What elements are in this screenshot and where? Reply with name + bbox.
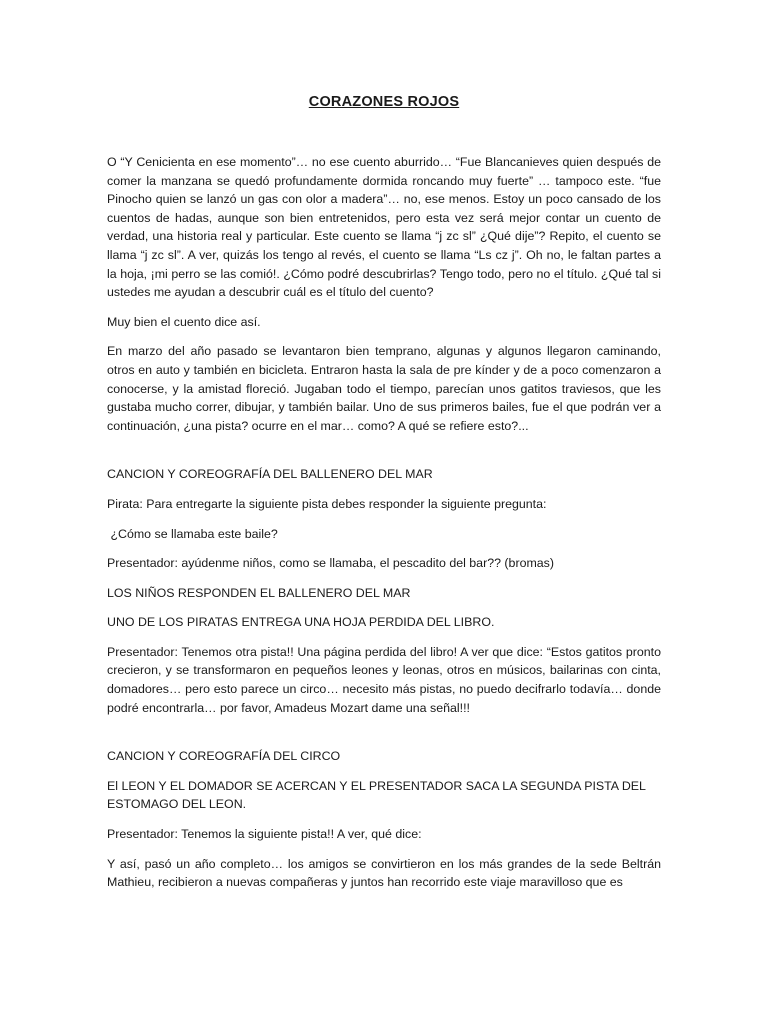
paragraph-presentador-1: Presentador: ayúdenme niños, como se llamaba, el pescadito del bar?? (bromas) xyxy=(107,556,554,571)
paragraph-presentador-3: Presentador: Tenemos la siguiente pista!! A ver, qué dice: xyxy=(107,827,422,842)
paragraph-story-start: Muy bien el cuento dice así. xyxy=(107,314,261,329)
document-body xyxy=(107,153,661,903)
paragraph-question: ¿Cómo se llamaba este baile? xyxy=(107,526,278,541)
paragraph-leon-domador: El LEON Y EL DOMADOR SE ACERCAN Y EL PRESENTADOR SACA LA SEGUNDA PISTA DEL ESTOMAGO DEL LEON. xyxy=(107,778,646,812)
paragraph-ninos-responden: LOS NIÑOS RESPONDEN EL BALLENERO DEL MAR xyxy=(107,585,411,600)
paragraph-ano-completo: Y así, pasó un año completo… los amigos se convirtieron en los más grandes de la sede Beltrán Mathieu, recibieron a nuevas compañeras y juntos han recorrido este viaje maravilloso que es xyxy=(107,856,661,890)
paragraph-pirata-entrega: UNO DE LOS PIRATAS ENTREGA UNA HOJA PERDIDA DEL LIBRO. xyxy=(107,615,495,630)
document-title: CORAZONES ROJOS xyxy=(308,94,460,110)
paragraph-presentador-2: Presentador: Tenemos otra pista!! Una página perdida del libro! A ver que dice: “Estos gatitos pronto crecieron, y se transformaron en pequeños leones y leonas, otros en músicos, bailarinas con cinta, domadores… pero esto parece un circo… necesito más pistas, no puedo decifrarlo todavía… donde podré encontrarla… por favor, Amadeus Mozart dame una señal!!! xyxy=(107,644,661,715)
paragraph-intro: O “Y Cenicienta en ese momento”… no ese cuento aburrido… “Fue Blancanieves quien después de comer la manzana se quedó profundamente dormida roncando muy fuerte” … tampoco este. “fue Pinocho quien se lanzó un gas con olor a madera”… no, ese menos. Estoy un poco cansado de los cuentos de hadas, aunque son bien entretenidos, pero esta vez será mejor contar un cuento de verdad, una historia real y particular. Este cuento se llama “j zc sl” ¿Qué dije”? Repito, el cuento se llama “j zc sl”. A ver, quizás los tengo al revés, el cuento se llama “Ls cz j”. Oh no, le faltan partes a la hoja, ¡mi perro se las comió!. ¿Cómo podré descubrirlas? Tengo todo, pero no el título. ¿Qué tal si ustedes me ayudan a descubrir cuál es el título del cuento? xyxy=(107,155,661,300)
paragraph-march: En marzo del año pasado se levantaron bien temprano, algunas y algunos llegaron caminando, otros en auto y también en bicicleta. Entraron hasta la sala de pre kínder y de a poco comenzaron a conocerse, y la amistad floreció. Jugaban todo el tiempo, parecían unos gatitos traviesos, que les gustaba mucho correr, dibujar, y también bailar. Uno de sus primeros bailes, fue el que podrán ver a continuación, ¿una pista? ocurre en el mar… como? A qué se refiere esto?... xyxy=(107,344,661,433)
paragraph-pirata: Pirata: Para entregarte la siguiente pista debes responder la siguiente pregunta: xyxy=(107,496,547,511)
heading-ballenero: CANCION Y COREOGRAFÍA DEL BALLENERO DEL MAR xyxy=(107,467,433,482)
heading-circo: CANCION Y COREOGRAFÍA DEL CIRCO xyxy=(107,749,341,764)
